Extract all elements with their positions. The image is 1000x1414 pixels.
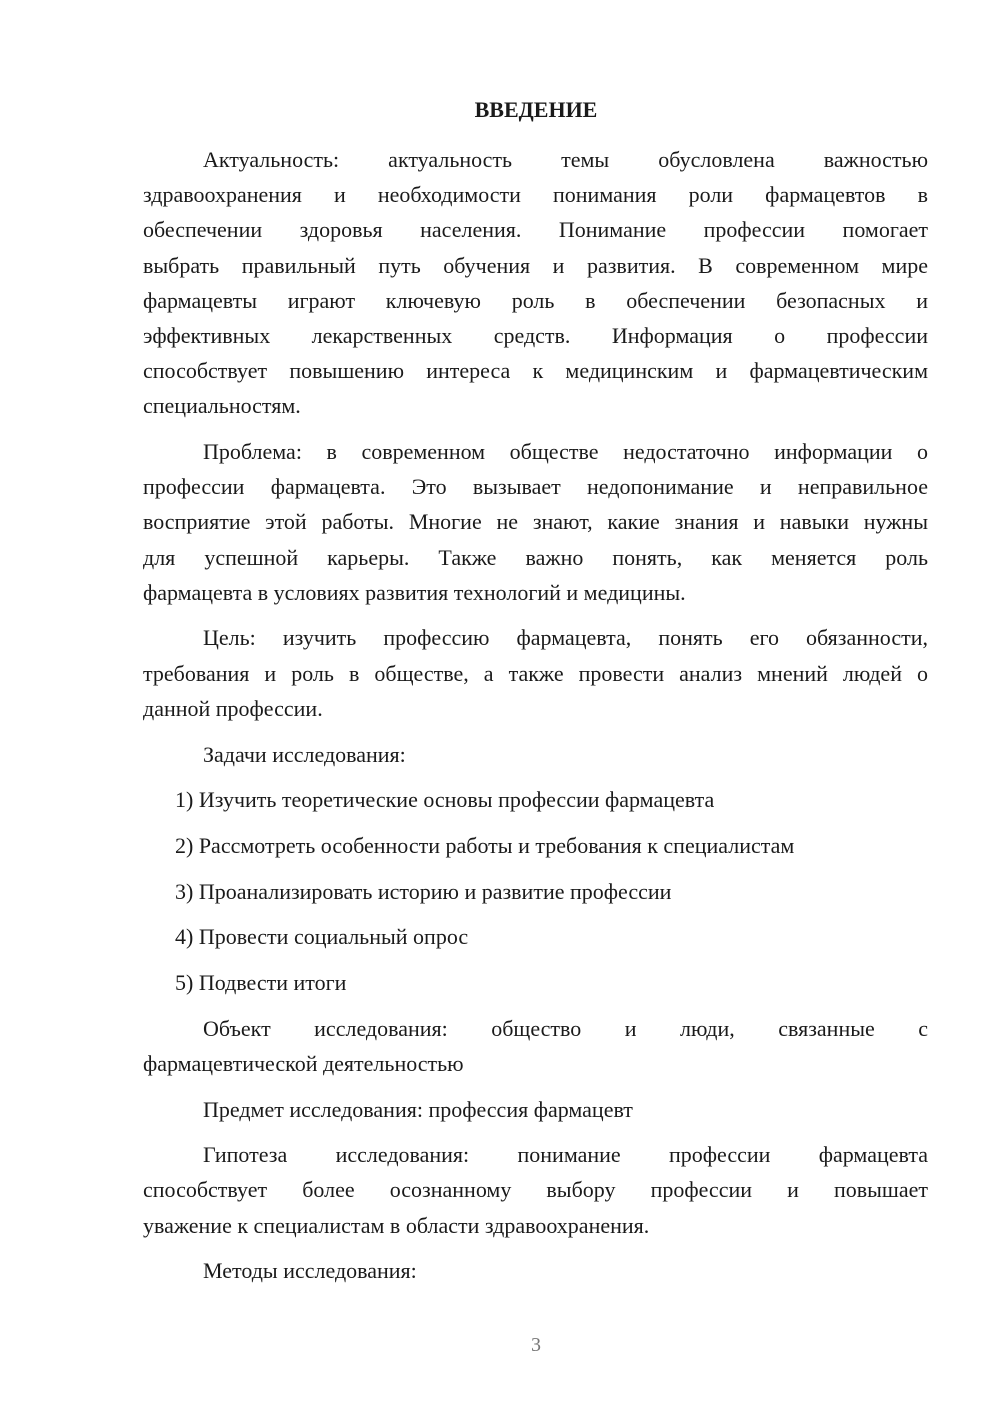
text-line: восприятие этой работы. Многие не знают, какие знания и навыки нужны (143, 509, 928, 535)
text-line: 4) Провести социальный опрос (175, 924, 469, 950)
text-line: Цель: изучить профессию фармацевта, понять его обязанности, (203, 625, 928, 651)
text-line: 2) Рассмотреть особенности работы и требования к специалистам (175, 832, 795, 858)
text-line: 1) Изучить теоретические основы профессии фармацевта (175, 787, 715, 813)
list-item (143, 965, 928, 1000)
paragraph (143, 620, 928, 726)
text-line: профессии фармацевта. Это вызывает недопонимание и неправильное (143, 474, 928, 500)
text-line: фармацевтической деятельностью (143, 1050, 464, 1076)
list-item (143, 919, 928, 954)
text-line: фармацевта в условиях развития технологий и медицины. (143, 579, 686, 605)
paragraph (143, 142, 928, 424)
paragraph (143, 1253, 928, 1288)
text-line: 3) Проанализировать историю и развитие профессии (175, 878, 672, 904)
text-line: Методы исследования: (203, 1258, 417, 1284)
text-line: Объект исследования: общество и люди, связанные с (203, 1015, 928, 1041)
text-line: для успешной карьеры. Также важно понять, как меняется роль (143, 544, 928, 570)
text-line: 5) Подвести итоги (175, 969, 347, 995)
text-line: выбрать правильный путь обучения и развития. В современном мире (143, 252, 928, 278)
section-heading: ВВЕДЕНИЕ (474, 97, 598, 122)
text-line: Проблема: в современном обществе недостаточно информации о (203, 439, 928, 464)
paragraph (143, 737, 928, 772)
paragraph (143, 1011, 928, 1081)
text-line: требования и роль в обществе, а также провести анализ мнений людей о (143, 660, 928, 686)
text-line: данной профессии. (143, 695, 323, 721)
text-line: способствует повышению интереса к медицинским и фармацевтическим (143, 358, 928, 384)
text-line: фармацевты играют ключевую роль в обеспечении безопасных и (143, 287, 928, 313)
text-line: уважение к специалистам в области здравоохранения. (143, 1212, 650, 1238)
paragraph (143, 1092, 928, 1127)
paragraph (143, 434, 928, 610)
text-line: Задачи исследования: (203, 741, 406, 767)
list-item (143, 782, 928, 817)
text-line: обеспечении здоровья населения. Понимание профессии помогает (143, 217, 928, 243)
text-line: эффективных лекарственных средств. Информация о профессии (143, 322, 928, 348)
list-item (143, 828, 928, 863)
text-line: Гипотеза исследования: понимание профессии фармацевта (203, 1142, 928, 1168)
list-item (143, 874, 928, 909)
page-number: 3 (531, 1334, 541, 1356)
document-body (143, 142, 928, 1288)
text-line: Актуальность: актуальность темы обусловлена важностью (203, 147, 928, 172)
text-line: здравоохранения и необходимости понимания роли фармацевтов в (143, 182, 928, 208)
text-line: способствует более осознанному выбору профессии и повышает (143, 1177, 928, 1203)
paragraph (143, 1137, 928, 1243)
text-line: специальностям. (143, 393, 301, 419)
text-line: Предмет исследования: профессия фармацевт (203, 1096, 633, 1122)
